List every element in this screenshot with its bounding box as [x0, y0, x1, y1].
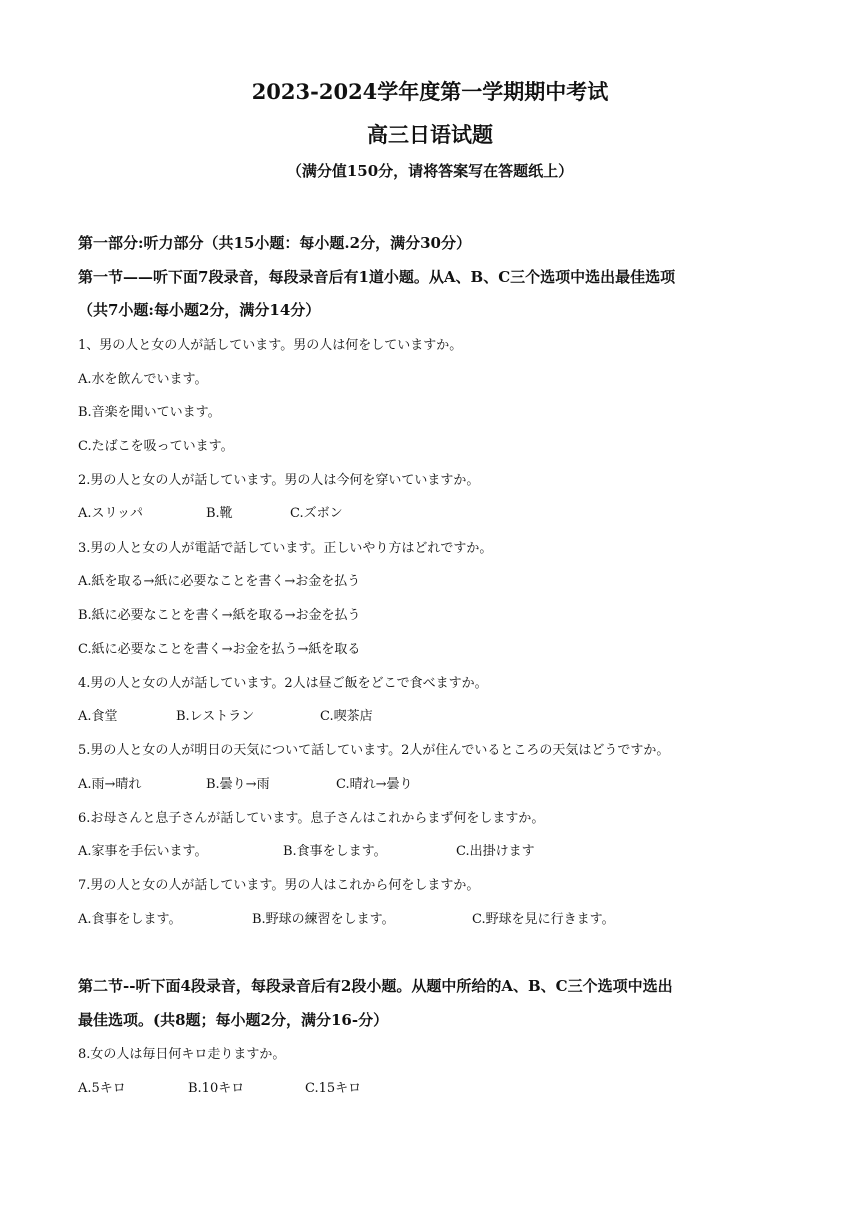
question-8-option-c: C.15キロ — [305, 1081, 362, 1096]
exam-title: 2023-2024学年度第一学期期中考试 — [251, 79, 609, 104]
question-3-stem: 3.男の人と女の人が電話で話しています。正しいやり方はどれですか。 — [78, 541, 493, 556]
question-4-option-b: B.レストラン — [176, 709, 255, 724]
question-7-option-c: C.野球を見に行きます。 — [472, 912, 615, 927]
question-1-option-b: B.音楽を聞いています。 — [78, 405, 221, 420]
question-2-stem: 2.男の人と女の人が話しています。男の人は今何を穿いていますか。 — [78, 473, 480, 488]
question-5-stem: 5.男の人と女の人が明日の天気について話しています。2人が住んでいるところの天気はどうですか。 — [78, 743, 670, 758]
question-1-option-a: A.水を飲んでいます。 — [78, 372, 208, 387]
part1-heading: 第一部分:听力部分（共15小题：每小题.2分，满分30分） — [78, 234, 471, 252]
question-8-option-b: B.10キロ — [188, 1081, 245, 1096]
question-6-option-c: C.出掛けます — [456, 844, 535, 859]
question-3-option-b: B.紙に必要なことを書く→紙を取る→お金を払う — [78, 608, 361, 623]
question-2-option-b: B.靴 — [206, 506, 233, 521]
exam-note: （满分值150分，请将答案写在答题纸上） — [286, 162, 574, 180]
question-1-option-c: C.たばこを吸っています。 — [78, 439, 234, 454]
question-6-option-a: A.家事を手伝います。 — [78, 844, 208, 859]
question-7-option-a: A.食事をします。 — [78, 912, 182, 927]
section1-heading-line1: 第一节——听下面7段录音，每段录音后有1道小题。从A、B、C三个选项中选出最佳选项 — [78, 268, 676, 286]
question-3-option-c: C.紙に必要なことを書く→お金を払う→紙を取る — [78, 642, 361, 657]
question-5-option-b: B.曇り→雨 — [206, 777, 270, 792]
question-2-option-a: A.スリッパ — [78, 506, 144, 521]
question-6-stem: 6.お母さんと息子さんが話しています。息子さんはこれからまず何をしますか。 — [78, 811, 545, 826]
question-8-option-a: A.5キロ — [78, 1081, 126, 1096]
question-7-stem: 7.男の人と女の人が話しています。男の人はこれから何をしますか。 — [78, 878, 480, 893]
question-7-option-b: B.野球の練習をします。 — [252, 912, 395, 927]
question-6-option-b: B.食事をします。 — [283, 844, 387, 859]
question-2-option-c: C.ズボン — [290, 506, 343, 521]
exam-subtitle: 高三日语试题 — [367, 122, 493, 147]
question-8-stem: 8.女の人は毎日何キロ走りますか。 — [78, 1047, 286, 1062]
section1-heading-line2: （共7小题:每小题2分，满分14分） — [78, 301, 321, 319]
question-5-option-c: C.晴れ→曇り — [336, 777, 413, 792]
question-4-option-a: A.食堂 — [78, 709, 118, 724]
question-4-option-c: C.喫茶店 — [320, 709, 373, 724]
question-4-stem: 4.男の人と女の人が話しています。2人は昼ご飯をどこで食べますか。 — [78, 676, 488, 691]
section2-heading-line2: 最佳选项。(共8题；每小题2分，满分16-分） — [78, 1011, 389, 1029]
question-3-option-a: A.紙を取る→紙に必要なことを書く→お金を払う — [78, 574, 361, 589]
question-1-stem: 1、男の人と女の人が話しています。男の人は何をしていますか。 — [78, 338, 463, 353]
question-5-option-a: A.雨→晴れ — [78, 777, 142, 792]
section2-heading-line1: 第二节--听下面4段录音，每段录音后有2段小题。从题中所给的A、B、C三个选项中选出 — [78, 977, 673, 995]
